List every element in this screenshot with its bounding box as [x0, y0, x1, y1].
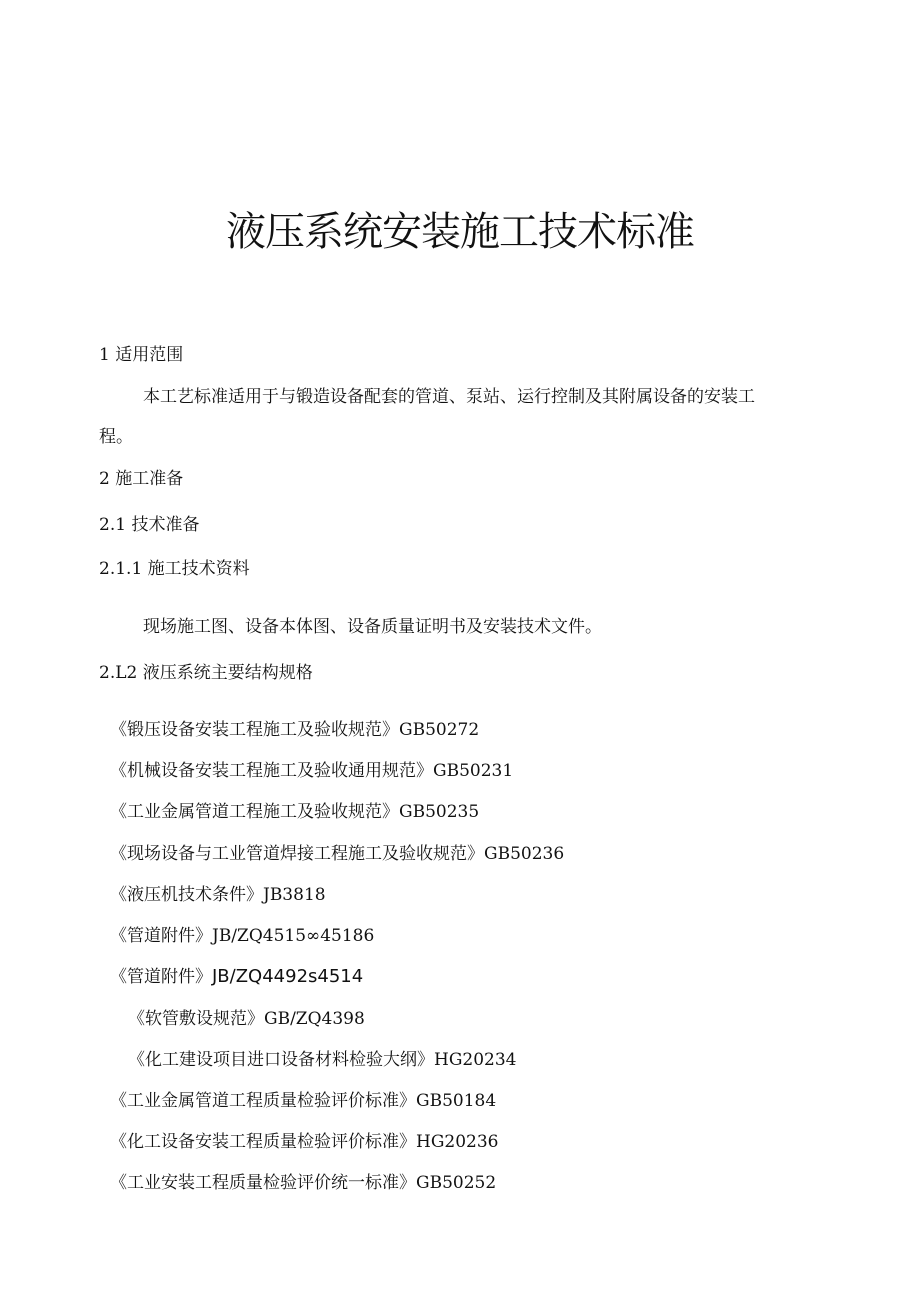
standard-item: 《工业金属管道工程质量检验评价标准》GB50184 — [110, 1091, 497, 1111]
standard-item-code: JB∕ZQ4492s4514 — [212, 966, 364, 987]
standard-item: 《锻压设备安装工程施工及验收规范》GB50272 — [110, 720, 480, 740]
standard-item: 《化工设备安装工程质量检验评价标准》HG20236 — [110, 1132, 499, 1152]
standard-item — [110, 965, 363, 989]
section-2-1-1-text: 现场施工图、设备本体图、设备质量证明书及安装技术文件。 — [143, 617, 602, 637]
section-1-heading: 1 适用范围 — [99, 345, 184, 365]
section-2-1-heading: 2.1 技术准备 — [99, 515, 200, 535]
standard-item-title: 《管道附件》 — [110, 967, 212, 987]
standard-item: 《管道附件》JB∕ZQ4515∞45186 — [110, 926, 375, 946]
standard-item: 《工业安装工程质量检验评价统一标准》GB50252 — [110, 1173, 497, 1193]
standard-item: 《工业金属管道工程施工及验收规范》GB50235 — [110, 802, 480, 822]
section-1-paragraph-line-2: 程。 — [99, 427, 133, 447]
section-2-1-1-heading: 2.1.1 施工技术资料 — [99, 559, 250, 579]
section-1-paragraph-line-1: 本工艺标准适用于与锻造设备配套的管道、泵站、运行控制及其附属设备的安装工 — [143, 387, 755, 407]
standard-item: 《软管敷设规范》GB/ZQ4398 — [128, 1009, 365, 1029]
standard-item: 《现场设备与工业管道焊接工程施工及验收规范》GB50236 — [110, 844, 565, 864]
document-title: 液压系统安装施工技术标准 — [226, 209, 694, 255]
section-2-heading: 2 施工准备 — [99, 469, 184, 489]
section-2-1-2-heading: 2.L2 液压系统主要结构规格 — [99, 663, 313, 683]
standard-item: 《液压机技术条件》JB3818 — [110, 885, 326, 905]
standard-item: 《化工建设项目进口设备材料检验大纲》HG20234 — [128, 1050, 517, 1070]
standard-item: 《机械设备安装工程施工及验收通用规范》GB50231 — [110, 761, 514, 781]
